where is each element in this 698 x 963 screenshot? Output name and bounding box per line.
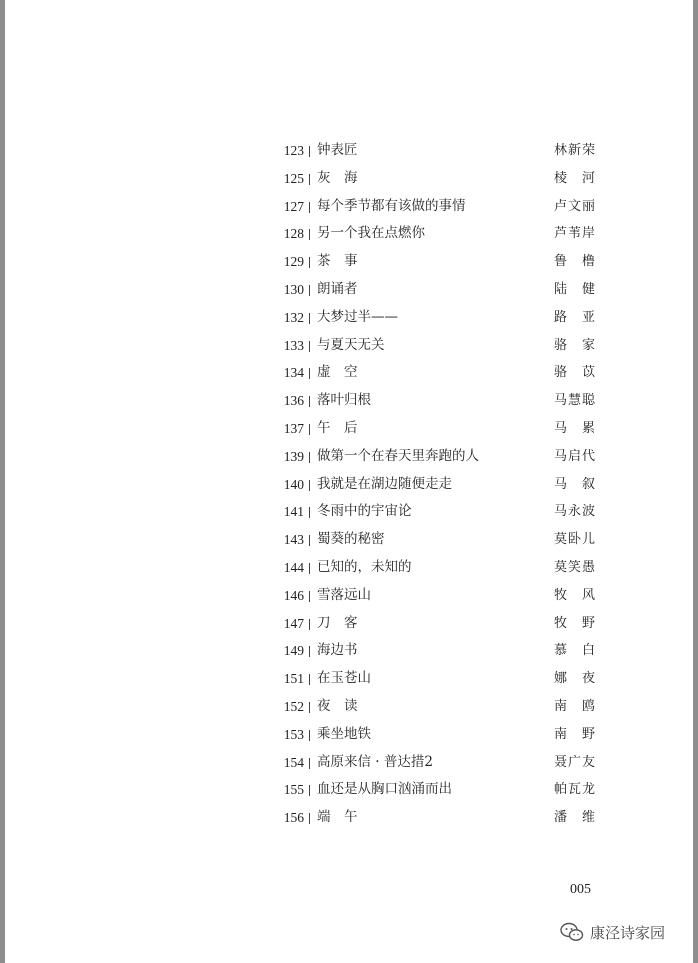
toc-author: 骆 家	[553, 337, 596, 353]
toc-separator	[309, 480, 310, 491]
toc-title: 每个季节都有该做的事情	[317, 197, 466, 214]
toc-author: 芦苇岸	[553, 226, 596, 242]
toc-separator	[309, 785, 310, 796]
toc-separator	[309, 813, 310, 824]
toc-page-number: 141	[283, 504, 304, 520]
toc-author: 骆 苡	[553, 365, 596, 381]
toc-page-number: 125	[283, 170, 304, 186]
toc-author: 莫笑愚	[553, 559, 596, 575]
toc-author: 潘 维	[553, 810, 596, 826]
toc-separator	[309, 341, 310, 352]
toc-page-number: 136	[283, 393, 304, 409]
toc-author: 娜 夜	[553, 671, 596, 687]
toc-row	[280, 220, 600, 248]
toc-separator	[309, 646, 310, 657]
toc-title: 夜 读	[317, 697, 358, 714]
toc-row	[280, 443, 600, 471]
toc-author: 帕瓦龙	[553, 782, 596, 798]
watermark-text: 康泾诗家园	[590, 923, 666, 942]
toc-title: 雪落远山	[317, 586, 371, 603]
toc-separator	[309, 368, 310, 379]
toc-title: 茶 事	[317, 253, 358, 270]
toc-row	[280, 137, 600, 165]
toc-row	[280, 276, 600, 304]
toc-separator	[309, 202, 310, 213]
toc-title: 午 后	[317, 419, 358, 436]
toc-title: 与夏天无关	[317, 336, 385, 353]
toc-page-number: 143	[283, 532, 304, 548]
toc-separator	[309, 146, 310, 157]
toc-author: 马慧聪	[553, 393, 596, 409]
toc-separator	[309, 535, 310, 546]
toc-author: 马启代	[553, 448, 596, 464]
toc-author: 莫卧儿	[553, 532, 596, 548]
toc-page-number: 132	[283, 309, 304, 325]
toc-row	[280, 415, 600, 443]
toc-row	[280, 776, 600, 804]
toc-page-number: 152	[283, 698, 304, 714]
toc-page-number: 130	[283, 281, 304, 297]
toc-title: 另一个我在点燃你	[317, 225, 425, 242]
toc-title: 虚 空	[317, 364, 358, 381]
toc-page-number: 151	[283, 671, 304, 687]
toc-row	[280, 693, 600, 721]
toc-separator	[309, 591, 310, 602]
toc-page-number: 156	[283, 810, 304, 826]
toc-row	[280, 637, 600, 665]
toc-page-number: 155	[283, 782, 304, 798]
toc-row	[280, 498, 600, 526]
toc-page-number: 128	[283, 226, 304, 242]
toc-author: 鲁 橹	[553, 254, 596, 270]
toc-row	[280, 387, 600, 415]
toc-title: 冬雨中的宇宙论	[317, 503, 412, 520]
toc-title: 海边书	[317, 642, 358, 659]
toc-separator	[309, 313, 310, 324]
toc-author: 路 亚	[553, 309, 596, 325]
page-number: 005	[570, 882, 591, 897]
toc-row	[280, 610, 600, 638]
toc-separator	[309, 229, 310, 240]
toc-page-number: 154	[283, 754, 304, 770]
toc-page-number: 134	[283, 365, 304, 381]
toc-author: 南 鸥	[553, 698, 596, 714]
toc-separator	[309, 396, 310, 407]
toc-author: 林新荣	[553, 143, 596, 158]
toc-row	[280, 526, 600, 554]
toc-row	[280, 665, 600, 693]
toc-page-number: 140	[283, 476, 304, 492]
toc-separator	[309, 257, 310, 268]
toc-title: 大梦过半——	[317, 308, 398, 325]
toc-author: 马 累	[553, 420, 596, 436]
toc-row	[280, 332, 600, 360]
toc-title: 做第一个在春天里奔跑的人	[317, 447, 479, 464]
watermark	[560, 919, 665, 945]
toc-page-number: 147	[283, 615, 304, 631]
toc-row	[280, 804, 600, 832]
toc-title: 我就是在湖边随便走走	[317, 475, 452, 492]
toc-page-number: 137	[283, 420, 304, 436]
toc-title: 已知的，未知的	[317, 558, 412, 575]
book-page	[5, 0, 693, 963]
toc-row	[280, 359, 600, 387]
toc-row	[280, 165, 600, 193]
toc-author: 牧 风	[553, 587, 596, 603]
table-of-contents	[280, 137, 600, 832]
toc-row	[280, 721, 600, 749]
wechat-icon	[560, 921, 584, 943]
toc-separator	[309, 174, 310, 185]
toc-page-number: 153	[283, 726, 304, 742]
toc-row	[280, 471, 600, 499]
toc-title: 乘坐地铁	[317, 725, 371, 742]
toc-separator	[309, 507, 310, 518]
toc-separator	[309, 758, 310, 769]
toc-page-number: 144	[283, 559, 304, 575]
toc-separator	[309, 424, 310, 435]
toc-separator	[309, 452, 310, 463]
toc-title: 血还是从胸口汹涌而出	[317, 781, 452, 798]
toc-title: 高原来信 · 普达措2	[317, 753, 433, 770]
toc-page-number: 149	[283, 643, 304, 659]
toc-title: 灰 海	[317, 169, 358, 186]
toc-title: 钟表匠	[317, 142, 358, 158]
toc-separator	[309, 285, 310, 296]
toc-author: 卢文丽	[553, 198, 596, 214]
toc-author: 聂广友	[553, 754, 596, 770]
toc-page-number: 139	[283, 448, 304, 464]
toc-author: 马永波	[553, 504, 596, 520]
toc-row	[280, 304, 600, 332]
toc-author: 棱 河	[553, 170, 596, 186]
toc-title: 在玉苍山	[317, 670, 371, 687]
toc-title: 端 午	[317, 809, 358, 826]
toc-page-number: 127	[283, 198, 304, 214]
toc-author: 牧 野	[553, 615, 596, 631]
toc-page-number: 129	[283, 254, 304, 270]
toc-row	[280, 248, 600, 276]
toc-row	[280, 193, 600, 221]
toc-title: 落叶归根	[317, 392, 371, 409]
toc-title: 朗诵者	[317, 280, 358, 297]
toc-separator	[309, 563, 310, 574]
toc-author: 慕 白	[553, 643, 596, 659]
toc-page-number: 146	[283, 587, 304, 603]
toc-author: 马 叙	[553, 476, 596, 492]
toc-title: 蜀葵的秘密	[317, 531, 385, 548]
toc-author: 陆 健	[553, 281, 596, 297]
toc-row	[280, 582, 600, 610]
toc-row	[280, 554, 600, 582]
toc-author: 南 野	[553, 726, 596, 742]
toc-page-number: 133	[283, 337, 304, 353]
toc-separator	[309, 730, 310, 741]
toc-separator	[309, 619, 310, 630]
toc-title: 刀 客	[317, 614, 358, 631]
toc-page-number: 123	[283, 143, 304, 158]
toc-separator	[309, 674, 310, 685]
toc-row	[280, 749, 600, 777]
toc-separator	[309, 702, 310, 713]
